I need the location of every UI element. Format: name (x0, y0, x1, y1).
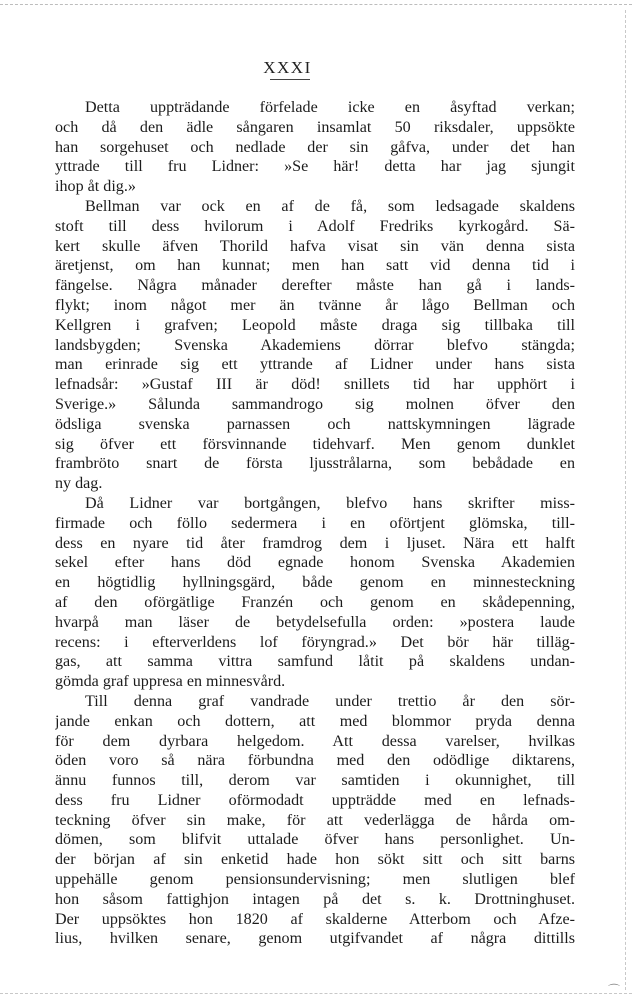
text-line: af den oförgätlige Franzén och genom en skådepenning, (55, 593, 575, 611)
bottom-scan-edge (0, 993, 632, 994)
text-line: hvarpå man läser de betydelsefulla orden: »postera laude (55, 613, 575, 631)
body-text (55, 98, 575, 949)
text-line: sig öfver ett försvinnande tidehvarf. Men genom dunklet (55, 435, 575, 453)
text-line: han sorgehuset och nedlade der sin gåfva, under det han (55, 138, 575, 156)
text-line: ännu funnos till, derom var samtiden i okunnighet, till (55, 772, 575, 790)
text-line: man erinrade sig ett yttrande af Lidner under hans sista (55, 356, 575, 374)
text-line: landsbygden; Svenska Akademiens dörrar blefvo stängda; (55, 336, 575, 354)
text-line: stoft till dess hvilorum i Adolf Fredriks kyrkogård. Sä- (55, 217, 575, 235)
text-line: hon såsom fattighjon intagen på det s. k. Drottninghuset. (55, 890, 575, 908)
text-line: Bellman var ock en af de få, som ledsagade skaldens (85, 197, 575, 215)
text-line: och då den ädle sångaren insamlat 50 riksdaler, uppsökte (55, 118, 575, 136)
text-line: fängelse. Några månader derefter måste han gå i lands- (55, 277, 575, 295)
text-line: Detta uppträdande förfelade icke en åsyftad verkan; (85, 99, 575, 116)
text-line: lefnadsår: »Gustaf III är död! snillets tid har upphört i (55, 376, 575, 394)
text-line: för dem dyrbara helgedom. Att dessa varelser, hvilkas (55, 732, 575, 750)
text-line: Kellgren i grafven; Leopold måste draga sig tillbaka till (55, 316, 575, 334)
text-line: ihop åt dig.» (55, 178, 136, 196)
header-underline (270, 79, 310, 80)
text-line: dess en nyare tid åter framdrog dem i ljuset. Nära ett halft (55, 534, 575, 552)
text-line: gas, att samma vittra samfund låtit på skaldens undan- (55, 653, 575, 671)
text-line: öden voro så nära förbundna med den odödlige diktarens, (55, 752, 575, 770)
text-line: äretjenst, om han kunnat; men han satt vid denna tid i (55, 257, 575, 275)
corner-scan-mark: ⌒ (607, 983, 620, 997)
text-line: kert skulle äfven Thorild hafva visat sin vän denna sista (55, 237, 575, 255)
top-scan-edge (0, 4, 632, 5)
text-line: uppehälle genom pensionsundervisning; men slutligen blef (55, 871, 575, 889)
text-line: Till denna graf vandrade under trettio år den sör- (85, 692, 575, 710)
text-line: Sverige.» Sålunda sammandrogo sig molnen öfver den (55, 395, 575, 413)
text-line: frambröto snart de första ljusstrålarna, som bebådade en (55, 455, 575, 473)
text-line: sekel efter hans död egnade honom Svenska Akademien (55, 554, 575, 572)
text-line: teckning öfver sin make, för att vederlägga de hårda om- (55, 811, 575, 829)
text-line: Då Lidner var bortgången, blefvo hans skrifter miss- (85, 494, 575, 512)
text-line: flykt; inom något mer än tvänne år lågo Bellman och (55, 296, 575, 314)
text-line: dess fru Lidner oförmodadt uppträdde med en lefnads- (55, 791, 575, 809)
text-line: der början af sin enketid hade hon sökt sitt och sitt barns (55, 851, 575, 869)
text-line: ödsliga svenska parnassen och nattskymningen lägrade (55, 415, 575, 433)
text-line: Der uppsöktes hon 1820 af skalderne Atterbom och Afze- (55, 910, 575, 928)
text-line: firmade och föllo sedermera i en oförtjent glömska, till- (55, 514, 575, 532)
right-scan-edge (625, 10, 626, 990)
text-line: dömen, som blifvit uttalade öfver hans personlighet. Un- (55, 831, 575, 849)
text-line: lius, hvilken senare, genom utgifvandet af några dittills (55, 930, 575, 948)
text-line: jande enkan och dottern, att med blommor pryda denna (55, 712, 575, 730)
text-line: ny dag. (55, 475, 103, 493)
text-line: recens: i efterverldens lof föryngrad.» Det bör här tilläg- (55, 633, 575, 651)
text-line: en högtidlig hyllningsgärd, både genom en minnesteckning (55, 574, 575, 592)
page-number-header: XXXI (263, 58, 312, 77)
text-line: yttrade till fru Lidner: »Se här! detta har jag sjungit (55, 158, 575, 176)
text-line: gömda graf uppresa en minnesvård. (55, 673, 286, 691)
